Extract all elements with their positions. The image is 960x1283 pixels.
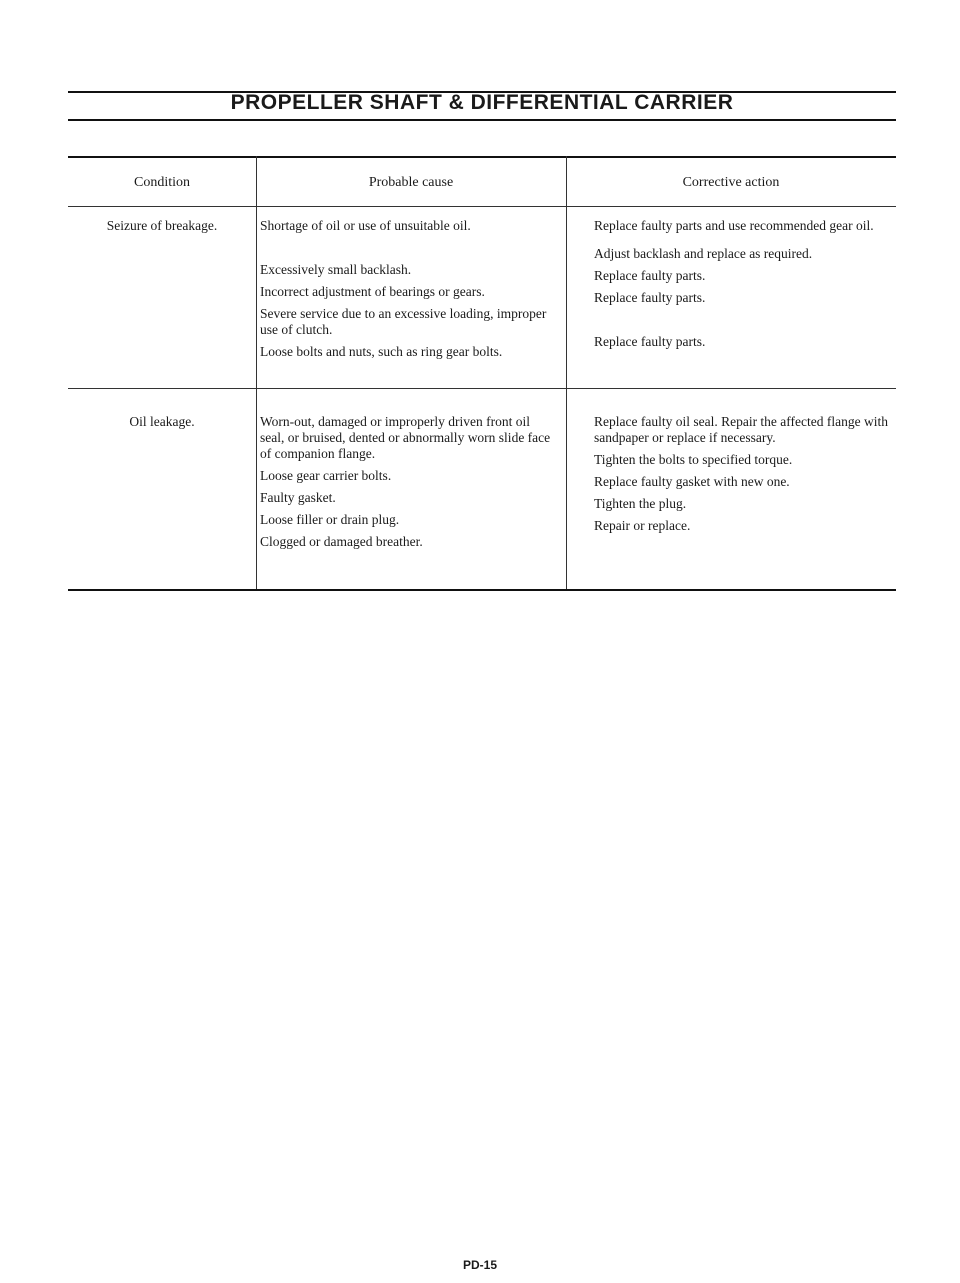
group-divider (68, 388, 896, 389)
cause-item: Shortage of oil or use of unsuitable oil. (260, 218, 471, 233)
column-divider-2 (566, 156, 567, 589)
action-item: Replace faulty parts. (594, 290, 706, 305)
cause-item: Loose filler or drain plug. (260, 512, 400, 527)
cause-item: Faulty gasket. (260, 490, 336, 505)
header-rule (68, 206, 896, 207)
cause-list-seizure (260, 218, 556, 366)
cause-list-oil-leakage (260, 414, 556, 556)
page-number: PD-15 (462, 1258, 497, 1272)
cause-item: Incorrect adjustment of bearings or gears. (260, 284, 485, 299)
troubleshooting-table (68, 152, 896, 592)
action-item: Tighten the plug. (594, 496, 687, 511)
cause-item: Loose bolts and nuts, such as ring gear bolts. (260, 344, 503, 359)
cause-item: Excessively small backlash. (260, 262, 412, 277)
action-item: Tighten the bolts to specified torque. (594, 452, 793, 467)
header-corrective-action: Corrective action (682, 175, 780, 190)
action-item: Repair or replace. (594, 518, 691, 533)
action-list-seizure (594, 218, 890, 356)
table-top-rule (68, 156, 896, 158)
action-item: Replace faulty parts. (594, 334, 706, 349)
cause-item: Worn-out, damaged or improperly driven front oil seal, or bruised, dented or abnormally worn slide face of companion flange. (260, 414, 551, 461)
cause-item: Clogged or damaged breather. (260, 534, 423, 549)
header-probable-cause: Probable cause (368, 175, 454, 190)
condition-seizure: Seizure of breakage. (106, 218, 218, 233)
action-item: Replace faulty oil seal. Repair the affected flange with sandpaper or replace if necessary. (594, 414, 889, 445)
page-title: PROPELLER SHAFT & DIFFERENTIAL CARRIER (230, 91, 734, 114)
column-divider-1 (256, 156, 257, 589)
action-item: Replace faulty parts and use recommended gear oil. (594, 218, 874, 233)
cause-item: Loose gear carrier bolts. (260, 468, 392, 483)
action-item: Replace faulty gasket with new one. (594, 474, 790, 489)
action-item: Adjust backlash and replace as required. (594, 246, 813, 261)
condition-oil-leakage: Oil leakage. (129, 414, 195, 429)
action-list-oil-leakage (594, 414, 890, 540)
header-condition: Condition (133, 175, 190, 190)
table-bottom-rule (68, 589, 896, 591)
title-rule-bottom (68, 119, 896, 121)
cause-item: Severe service due to an excessive loading, improper use of clutch. (260, 306, 547, 337)
action-item: Replace faulty parts. (594, 268, 706, 283)
